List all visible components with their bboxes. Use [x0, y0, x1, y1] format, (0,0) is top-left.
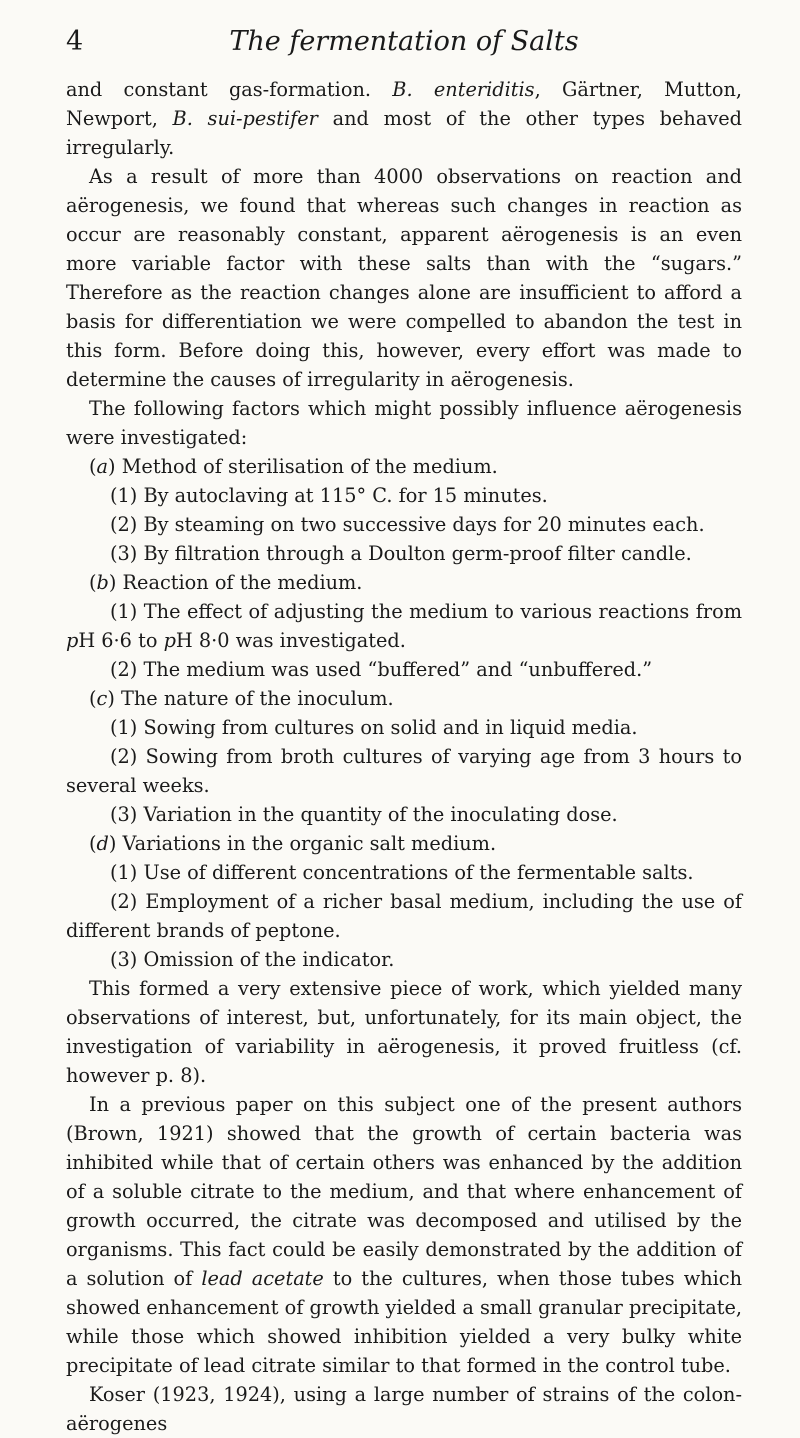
factor-label: c	[96, 687, 108, 710]
list-item: (1) Sowing from cultures on solid and in liquid media.	[110, 716, 638, 739]
body-text	[66, 75, 742, 1438]
factor-heading-d: (d) Variations in the organic salt medium.	[89, 832, 497, 855]
factor-label: b	[96, 571, 109, 594]
factor-heading-c: (c) The nature of the inoculum.	[89, 687, 394, 710]
species-name: B. enteriditis	[392, 78, 535, 101]
text-run: H 8·0 was investigated.	[175, 629, 406, 652]
text-run: and constant gas-formation.	[66, 78, 393, 101]
factor-title: The nature of the inoculum.	[121, 687, 394, 710]
text-run: H 6·6 to	[78, 629, 164, 652]
text-run: to the cultures, when those tubes which showed enhancement of growth yielded a small granular precipitate, while those which showed inhibition yielded a very bulky white precipitate of lead citrate similar to that formed in the control tube.	[66, 1267, 743, 1377]
list-item: (3) Variation in the quantity of the inoculating dose.	[110, 803, 618, 826]
page-number: 4	[66, 26, 84, 57]
list-item	[66, 597, 742, 655]
text-run: and most of the other types behaved irregularly.	[66, 107, 742, 159]
ph-p: p	[163, 629, 176, 652]
list-item: (2) The medium was used “buffered” and “unbuffered.”	[110, 658, 653, 681]
paragraph: This formed a very extensive piece of work, which yielded many observations of interest, but, unfortunately, for its main object, the investigation of variability in aërogenesis, it proved fruitless (cf. however p. 8).	[66, 977, 742, 1087]
paragraph: The following factors which might possibly influence aërogenesis were investigated:	[66, 397, 742, 449]
text-run: In a previous paper on this subject one of the present authors (Brown, 1921) showed that the growth of certain bacteria was inhibited while that of certain others was enhanced by the addition of a soluble citrate to the medium, and that where enhancement of growth occurred, the citrate was decomposed and utilised by the organisms. This fact could be easily demonstrated by the addition of a solution of	[66, 1093, 742, 1290]
running-header	[66, 26, 742, 62]
list-item: (1) Use of different concentrations of the fermentable salts.	[110, 861, 694, 884]
text-run: , Gärtner, Mutton, Newport,	[66, 78, 742, 130]
factor-title: Method of sterilisation of the medium.	[121, 455, 498, 478]
list-item: (1) By autoclaving at 115° C. for 15 minutes.	[110, 484, 548, 507]
paragraph-continuation	[66, 75, 742, 162]
factor-title: Reaction of the medium.	[122, 571, 363, 594]
list-item: (3) By filtration through a Doulton germ-proof filter candle.	[110, 542, 692, 565]
list-item: (2) Employment of a richer basal medium, including the use of different brands of peptone.	[66, 890, 742, 942]
factor-title: Variations in the organic salt medium.	[122, 832, 497, 855]
running-title: The fermentation of Salts	[229, 26, 579, 57]
list-item: (2) Sowing from broth cultures of varying age from 3 hours to several weeks.	[66, 745, 742, 797]
factor-heading-b: (b) Reaction of the medium.	[89, 571, 363, 594]
paragraph	[66, 1090, 742, 1380]
factor-label: d	[96, 832, 109, 855]
ph-p: p	[66, 629, 79, 652]
text-run: (1) The effect of adjusting the medium to various reactions from	[110, 600, 742, 623]
emphasis: lead acetate	[201, 1267, 324, 1290]
paragraph: As a result of more than 4000 observations on reaction and aërogenesis, we found that whereas such changes in reaction as occur are reasonably constant, apparent aërogenesis is an even more variable factor with these salts than with the “sugars.” Therefore as the reaction changes alone are insufficient to afford a basis for differentiation we were compelled to abandon the test in this form. Before doing this, however, every effort was made to determine the causes of irregularity in aërogenesis.	[66, 165, 742, 391]
paragraph: Koser (1923, 1924), using a large number of strains of the colon-aërogenes	[66, 1383, 742, 1435]
factor-label: a	[96, 455, 109, 478]
list-item: (2) By steaming on two successive days for 20 minutes each.	[110, 513, 705, 536]
species-name: B. sui-pestifer	[172, 107, 318, 130]
factor-heading-a: (a) Method of sterilisation of the medium.	[89, 455, 498, 478]
list-item: (3) Omission of the indicator.	[110, 948, 395, 971]
